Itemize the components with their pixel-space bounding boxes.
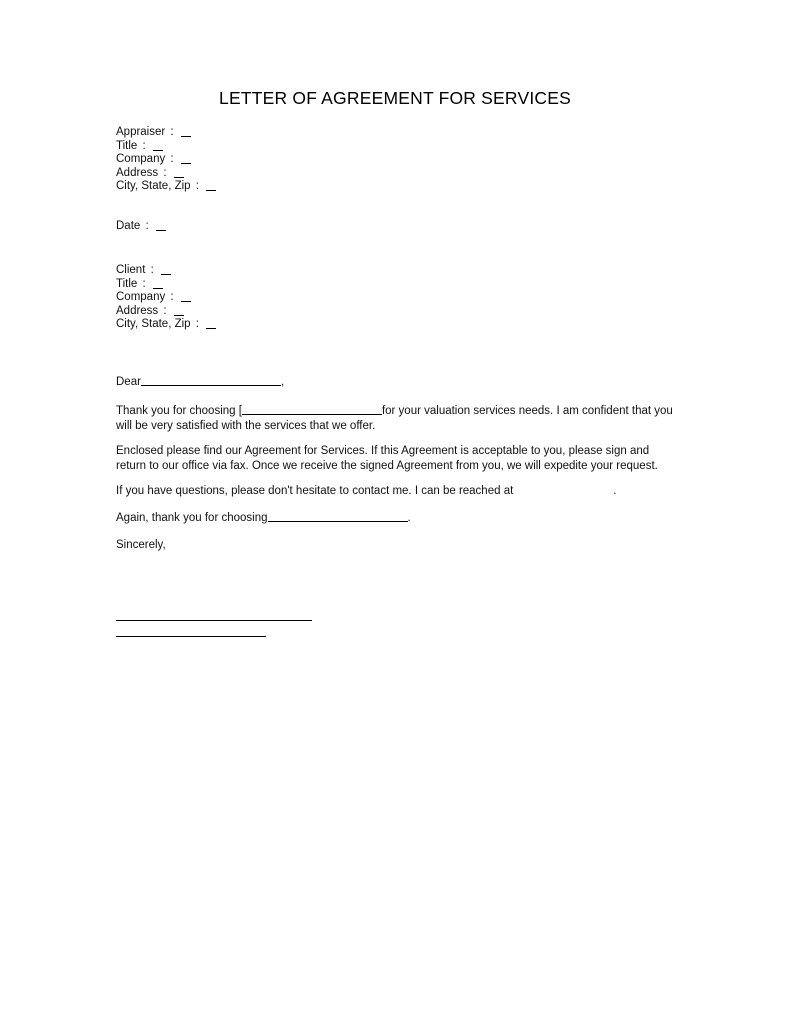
salutation-blank[interactable]	[141, 376, 281, 386]
field-client-address-label: Address	[116, 304, 159, 317]
client-block	[116, 264, 216, 332]
paragraph-3-text: If you have questions, please don't hesitate to contact me. I can be reached at	[116, 485, 514, 497]
field-client-city-state-zip-label: City, State, Zip	[116, 318, 191, 331]
paragraph-3-blank[interactable]	[513, 486, 613, 495]
field-client-blank[interactable]	[161, 267, 171, 275]
paragraph-thank-you	[116, 404, 674, 433]
field-client-title	[116, 278, 216, 292]
field-client-address-colon: :	[163, 304, 167, 317]
salutation	[116, 375, 674, 390]
field-client-address	[116, 305, 216, 319]
field-date	[116, 220, 166, 234]
field-city-state-zip-blank[interactable]	[206, 183, 216, 191]
paragraph-1-lead: Thank you for choosing [	[116, 405, 242, 417]
field-company-label: Company	[116, 153, 166, 166]
field-address	[116, 167, 216, 181]
field-appraiser-blank[interactable]	[181, 129, 191, 137]
field-client-title-colon: :	[142, 277, 146, 290]
paragraph-1-blank[interactable]	[242, 405, 382, 415]
field-city-state-zip-colon: :	[195, 180, 199, 193]
field-client	[116, 264, 216, 278]
field-title-blank[interactable]	[153, 143, 163, 151]
field-client-city-state-zip-blank[interactable]	[206, 321, 216, 329]
field-address-colon: :	[163, 166, 167, 179]
date-block	[116, 220, 166, 234]
field-client-colon: :	[150, 264, 154, 276]
field-city-state-zip-label: City, State, Zip	[116, 180, 191, 193]
salutation-trailing: ,	[280, 376, 285, 388]
field-date-colon: :	[145, 220, 149, 232]
field-appraiser-colon: :	[170, 126, 174, 138]
field-client-company-blank[interactable]	[181, 294, 191, 302]
field-address-label: Address	[116, 166, 159, 179]
field-client-company	[116, 291, 216, 305]
field-appraiser-label: Appraiser	[116, 126, 166, 138]
field-client-title-blank[interactable]	[153, 281, 163, 289]
paragraph-4-lead: Again, thank you for choosing	[116, 512, 268, 524]
paragraph-enclosed: Enclosed please find our Agreement for Services. If this Agreement is acceptable to you, please sign and return to our office via fax. Once we receive the signed Agreement from you, we will expedite your request.	[116, 445, 658, 472]
signature-line-secondary[interactable]	[116, 636, 266, 637]
paragraph-questions	[116, 484, 674, 499]
field-city-state-zip	[116, 180, 216, 194]
field-date-label: Date	[116, 220, 141, 232]
paragraph-again-thank-you	[116, 511, 674, 526]
field-company	[116, 153, 216, 167]
field-client-label: Client	[116, 264, 146, 276]
signature-line-primary[interactable]	[116, 620, 312, 621]
field-company-colon: :	[170, 153, 174, 166]
field-client-title-label: Title	[116, 277, 138, 290]
field-address-blank[interactable]	[174, 170, 184, 178]
paragraph-4-blank[interactable]	[268, 512, 408, 522]
field-date-blank[interactable]	[156, 223, 166, 231]
field-title-colon: :	[142, 139, 146, 152]
page-title: LETTER OF AGREEMENT FOR SERVICES	[219, 88, 571, 108]
paragraph-1-after: for your valuation services needs. I am confident that you will be very satisfied with the services that we offer.	[116, 405, 673, 432]
appraiser-block	[116, 126, 216, 194]
field-client-city-state-zip	[116, 318, 216, 332]
paragraph-4-trailing: .	[407, 512, 411, 524]
field-client-address-blank[interactable]	[174, 308, 184, 316]
paragraph-3-trailing: .	[613, 485, 617, 497]
field-client-company-colon: :	[170, 291, 174, 304]
field-client-city-state-zip-colon: :	[195, 318, 199, 331]
field-appraiser	[116, 126, 216, 140]
field-title	[116, 140, 216, 154]
field-company-blank[interactable]	[181, 156, 191, 164]
field-title-label: Title	[116, 139, 138, 152]
field-client-company-label: Company	[116, 291, 166, 304]
salutation-text: Dear	[116, 376, 141, 388]
closing: Sincerely,	[116, 539, 166, 551]
